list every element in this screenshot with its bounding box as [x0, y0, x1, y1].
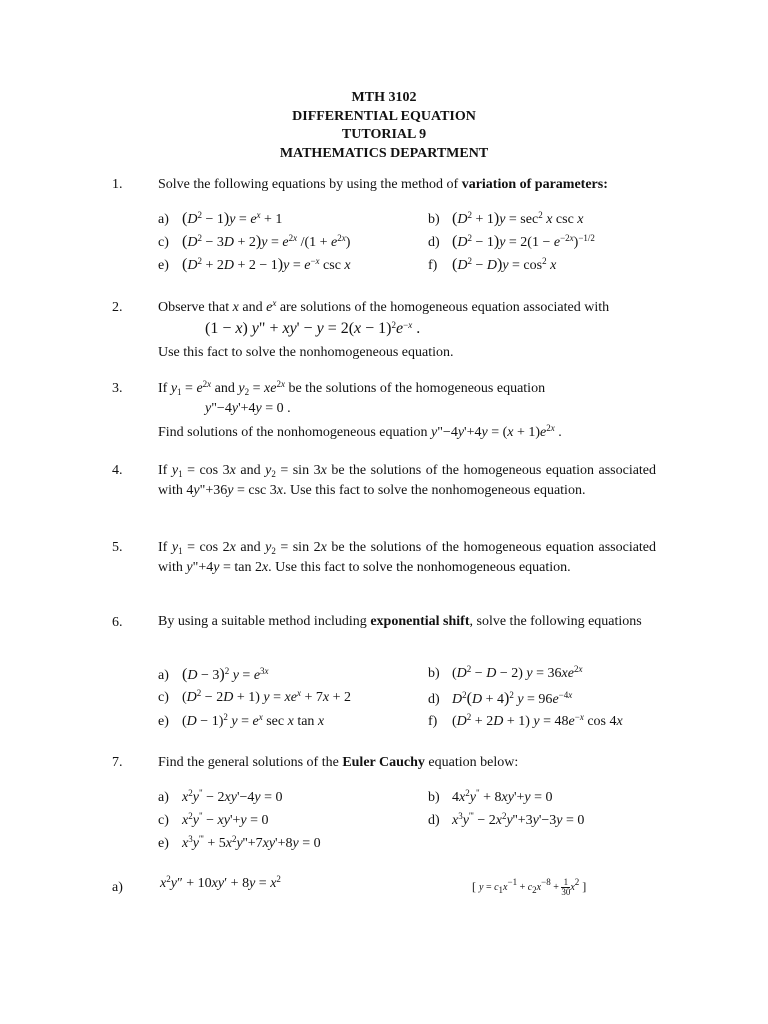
extra-item-label: a)	[112, 880, 123, 895]
q7-item-b: b) $4x^2y^" + 8xy'+y = 0$	[428, 788, 553, 805]
question-1-text	[158, 175, 656, 195]
q6-item-f: f) $(D^2 + 2D + 1) y = 48e^{-x}$ cos 4x	[428, 712, 623, 729]
document-header	[0, 89, 768, 163]
text: If	[158, 381, 171, 396]
item-label: c)	[158, 235, 169, 250]
question-4-text: If $y_1 = \cos 3x$ and $y_2 = \sin 3x$ be the solutions of the homogeneous equation associated with 4y"+36y = csc 3x. Use this fact to solve the nonhomogeneous equation.	[158, 463, 657, 498]
q1-item-f: f) $(D^2 - D)y = \cos^2 x$	[428, 256, 557, 273]
text: . Use this fact to solve the nonhomogeneous equation.	[268, 560, 571, 575]
question-3-number: 3.	[112, 381, 123, 396]
text: By using a suitable method including	[158, 614, 371, 629]
question-3-line-3: Find solutions of the nonhomogeneous equation y"−4y'+4y = $(x + 1)e^{2x}$ .	[158, 423, 562, 440]
q6-item-a: a) $(D - 3)^2$ $y = e^{3x}$	[158, 666, 269, 683]
extra-item-equation: $x^2y'' + 10xy' + 8y = x^2$	[160, 874, 281, 891]
q6-item-e: e) $(D - 1)^2$ $y = e^x$ sec x tan x	[158, 712, 325, 729]
item-label: b)	[428, 212, 440, 227]
text: , solve the following equations	[469, 614, 642, 629]
item-label: c)	[158, 690, 169, 705]
extra-item-answer: [ $y = c_1x^{-1} + c_2x^{-8}$ + $\frac{1}{30}$ $x^2$ ]	[472, 877, 587, 897]
course-code: MTH 3102	[351, 90, 417, 105]
question-6-method: exponential shift	[370, 614, 470, 629]
q6-item-c: c) $(D^2 - 2D + 1) y = xe^x + 7x + 2$	[158, 688, 351, 705]
q7-item-e: e) $x^3y''' + 5x^2y''+7xy'+8y = 0$	[158, 834, 321, 851]
q6-item-b: b) $(D^2 - D - 2) y = 36xe^{2x}$	[428, 664, 583, 681]
item-label: a)	[158, 212, 169, 227]
text: and	[235, 540, 266, 555]
question-5-number: 5.	[112, 540, 123, 555]
question-2-line-3: Use this fact to solve the nonhomogeneous equation.	[158, 345, 454, 360]
item-label: a)	[158, 668, 169, 683]
item-label: a)	[158, 790, 169, 805]
q1-item-c: c) $(D^2 - 3D + 2)y = e^{2x}$ $/(1 + e^{2x})$	[158, 233, 351, 250]
item-label: f)	[428, 258, 438, 273]
q7-item-a: a) $x^2y^" - 2xy'-4y = 0$	[158, 788, 283, 805]
q7-item-c: c) $x^2y^" - xy'+y = 0$	[158, 811, 269, 828]
text: and	[238, 300, 267, 315]
item-label: e)	[158, 258, 169, 273]
text: If	[158, 540, 172, 555]
q6-item-d: d) $D^2(D + 4)^2$ $y = 96e^{-4x}$	[428, 690, 573, 707]
item-label: c)	[158, 813, 169, 828]
text: are solutions of the homogeneous equation associated with	[276, 300, 610, 315]
item-label: b)	[428, 790, 440, 805]
q1-item-d: d) $(D^2 - 1)y = 2(1 - e^{-2x})^{-1/2}$	[428, 233, 595, 250]
text: . Use this fact to solve the nonhomogeneous equation.	[282, 483, 586, 498]
tutorial-number: TUTORIAL 9	[341, 127, 427, 142]
item-label: e)	[158, 714, 169, 729]
question-7-equation-type: Euler Cauchy	[342, 755, 425, 770]
question-3-homogeneous-equation: y"−4y'+4y = 0 .	[205, 401, 291, 416]
text: be the solutions of the homogeneous equation associated with	[158, 463, 657, 498]
text: and	[211, 381, 239, 396]
text: If	[158, 463, 172, 478]
q1-item-b: b) $(D^2 + 1)y = \sec^2 x$ csc x	[428, 210, 584, 227]
text: be the solutions of the homogeneous equation	[284, 381, 546, 396]
item-label: d)	[428, 813, 440, 828]
text: be the solutions of the homogeneous equation associated with	[158, 540, 657, 575]
question-1-method: variation of parameters:	[461, 177, 608, 192]
text: Find solutions of the nonhomogeneous equation	[158, 425, 431, 440]
item-label: e)	[158, 836, 169, 851]
question-3-line-1: If $y_1 = e^{2x}$ and $y_2 = xe^{2x}$ be the solutions of the homogeneous equation	[158, 379, 546, 397]
question-1-number: 1.	[112, 177, 123, 192]
q1-item-a: a) $(D^2 - 1)y = e^x + 1$	[158, 210, 283, 227]
question-5-text: If $y_1 = \cos 2x$ and $y_2 = \sin 2x$ be the solutions of the homogeneous equation associated with y"+4y = tan 2x. Use this fact to solve the nonhomogeneous equation.	[158, 540, 657, 575]
q7-item-d: d) $x^3y''' - 2x^2y''+3y'-3y = 0$	[428, 811, 585, 828]
question-7-text	[158, 753, 656, 773]
text: equation below:	[424, 755, 519, 770]
question-7-number: 7.	[112, 755, 123, 770]
question-1-intro: Solve the following equations by using the method of	[158, 177, 462, 192]
q1-item-e: e) $(D^2 + 2D + 2 - 1)y = e^{-x}$ csc x	[158, 256, 351, 273]
question-2-line-1: Observe that x and $e^x$ are solutions of the homogeneous equation associated with	[158, 298, 610, 315]
question-2-equation: (1 − x) y" + $xy' - y = 2(x - 1)^2e^{-x}$ .	[205, 320, 421, 337]
item-label: b)	[428, 666, 440, 681]
item-label: d)	[428, 692, 440, 707]
item-label: f)	[428, 714, 438, 729]
text: and	[235, 463, 266, 478]
item-label: d)	[428, 235, 440, 250]
question-2-number: 2.	[112, 300, 123, 315]
subject-title: DIFFERENTIAL EQUATION	[292, 108, 476, 124]
question-6-text	[158, 613, 656, 630]
question-4-number: 4.	[112, 463, 123, 478]
department-name: MATHEMATICS DEPARTMENT	[279, 145, 489, 161]
text: Find the general solutions of the	[158, 755, 343, 770]
question-6-number: 6.	[112, 615, 123, 630]
text: Observe that	[158, 300, 233, 315]
